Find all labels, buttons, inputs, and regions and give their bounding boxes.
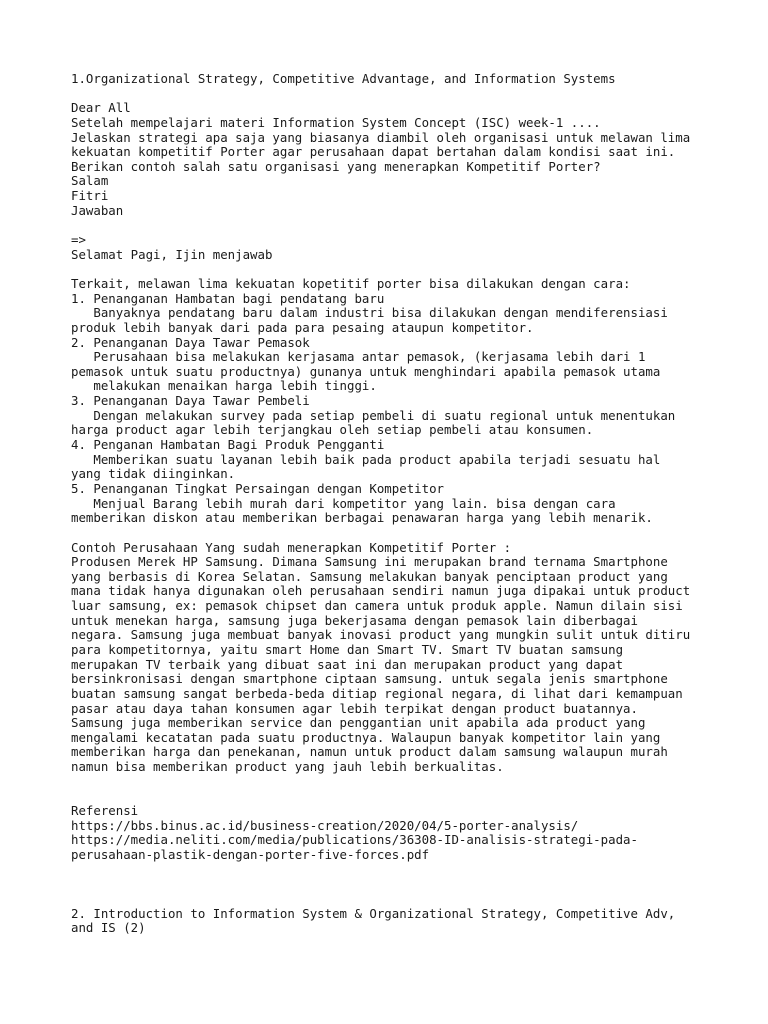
document-line: pemasok untuk suatu productnya) gunanya untuk menghindari apabila pemasok utama	[71, 363, 661, 379]
document-line: Jelaskan strategi apa saja yang biasanya diambil oleh organisasi untuk melawan lima	[71, 129, 691, 145]
document-line: produk lebih banyak dari pada para pesaing ataupun kompetitor.	[71, 319, 534, 335]
document-line: memberikan diskon atau memberikan berbagai penawaran harga yang lebih menarik.	[71, 510, 653, 526]
document-line: Salam	[71, 173, 109, 189]
document-line: 2. Penanganan Daya Tawar Pemasok	[71, 334, 310, 350]
document-line: Terkait, melawan lima kekuatan kopetitif porter bisa dilakukan dengan cara:	[71, 275, 631, 291]
document-line: melakukan menaikan harga lebih tinggi.	[71, 378, 377, 394]
document-line: kekuatan kompetitif Porter agar perusahaan dapat bertahan dalam kondisi saat ini.	[71, 144, 676, 160]
document-line: Perusahaan bisa melakukan kerjasama antar pemasok, (kerjasama lebih dari 1	[71, 349, 646, 365]
document-line	[71, 775, 761, 790]
document-line: mana tidak hanya digunakan oleh perusahaan sendiri namun juga dipakai untuk product	[71, 583, 691, 599]
document-line: para kompetitornya, yaitu smart Home dan Smart TV. Smart TV buatan samsung	[71, 641, 624, 657]
document-line: https://media.neliti.com/media/publications/36308-ID-analisis-strategi-pada-	[71, 832, 638, 848]
document-line	[71, 863, 761, 878]
document-line: Fitri	[71, 188, 109, 204]
document-line: 1. Penanganan Hambatan bagi pendatang baru	[71, 290, 385, 306]
document-line: 3. Penanganan Daya Tawar Pembeli	[71, 393, 310, 409]
document-line: and IS (2)	[71, 920, 146, 936]
document-line	[71, 218, 761, 233]
document-line: 4. Penganan Hambatan Bagi Produk Pengganti	[71, 437, 385, 453]
document-line	[71, 789, 761, 804]
document-line: pasar atau daya tahan konsumen agar lebih terpikat dengan product buatannya.	[71, 700, 638, 716]
document-line	[71, 892, 761, 907]
document-line: =>	[71, 232, 86, 248]
document-line: Banyaknya pendatang baru dalam industri bisa dilakukan dengan mendiferensiasi	[71, 305, 668, 321]
document-line: Setelah mempelajari materi Information System Concept (ISC) week-1 ....	[71, 114, 601, 130]
document-line: Dengan melakukan survey pada setiap pembeli di suatu regional untuk menentukan	[71, 407, 676, 423]
document-line: Jawaban	[71, 202, 124, 218]
document-line: harga product agar lebih terjangkau oleh setiap pembeli atau konsumen.	[71, 422, 594, 438]
document-line: perusahaan-plastik-dengan-porter-five-forces.pdf	[71, 846, 430, 862]
document-line: https://bbs.binus.ac.id/business-creation/2020/04/5-porter-analysis/	[71, 817, 579, 833]
document-line: Referensi	[71, 803, 139, 819]
document-line: Selamat Pagi, Ijin menjawab	[71, 246, 273, 262]
document-line	[71, 262, 761, 277]
document-line: mengalami kecatatan pada suatu productnya. Walaupun banyak kompetitor lain yang	[71, 729, 661, 745]
document-line: 2. Introduction to Information System & Organizational Strategy, Competitive Adv,	[71, 905, 676, 921]
document-line: 1.Organizational Strategy, Competitive Advantage, and Information Systems	[71, 71, 616, 86]
document-line: luar samsung, ex: pemasok chipset dan camera untuk produk apple. Namun dilain sisi	[71, 598, 683, 614]
document-line	[71, 526, 761, 541]
document-line: Produsen Merek HP Samsung. Dimana Samsung ini merupakan brand ternama Smartphone	[71, 554, 668, 570]
document-line: bersinkronisasi dengan smartphone ciptaan samsung. untuk segala jenis smartphone	[71, 671, 668, 687]
document-line: Contoh Perusahaan Yang sudah menerapkan Kompetitif Porter :	[71, 539, 512, 555]
document-line: namun bisa memberikan product yang jauh lebih berkualitas.	[71, 759, 504, 775]
document-line: Samsung juga memberikan service dan penggantian unit apabila ada product yang	[71, 715, 646, 731]
document-line: 5. Penanganan Tingkat Persaingan dengan Kompetitor	[71, 480, 444, 496]
document-line: memberikan harga dan penekanan, namun untuk product dalam samsung walaupun murah	[71, 744, 668, 760]
document-line: merupakan TV terbaik yang dibuat saat ini dan merupakan product yang dapat	[71, 656, 624, 672]
document-body	[71, 72, 761, 936]
document-line: buatan samsung sangat berbeda-beda ditiap regional negara, di lihat dari kemampuan	[71, 685, 683, 701]
document-line: yang tidak diinginkan.	[71, 466, 236, 482]
document-line: untuk menekan harga, samsung juga bekerjasama dengan pemasok lain diberbagai	[71, 612, 638, 628]
document-line: negara. Samsung juga membuat banyak inovasi product yang mungkin sulit untuk ditiru	[71, 627, 691, 643]
document-line: Dear All	[71, 100, 131, 116]
document-line: Menjual Barang lebih murah dari kompetitor yang lain. bisa dengan cara	[71, 495, 616, 511]
document-line: Berikan contoh salah satu organisasi yang menerapkan Kompetitif Porter?	[71, 158, 601, 174]
document-line	[71, 87, 761, 102]
document-line	[71, 877, 761, 892]
document-line: Memberikan suatu layanan lebih baik pada product apabila terjadi sesuatu hal	[71, 451, 661, 467]
document-line: yang berbasis di Korea Selatan. Samsung melakukan banyak penciptaan product yang	[71, 568, 668, 584]
